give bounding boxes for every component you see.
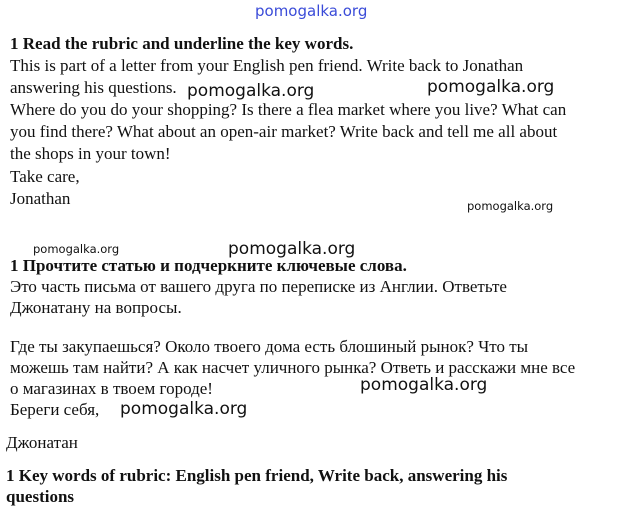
english-line-4: you find there? What about an open-air market? Write back and tell me all about	[10, 122, 558, 141]
russian-letter-1: Где ты закупаешься? Около твоего дома есть блошиный рынок? Что ты	[10, 337, 529, 356]
answer-line-2: questions	[6, 487, 75, 506]
english-line-1: This is part of a letter from your English pen friend. Write back to Jonathan	[10, 56, 524, 75]
russian-letter-4: Береги себя,	[10, 400, 100, 419]
watermark-4: pomogalka.org	[33, 242, 120, 256]
watermark-3: pomogalka.org	[467, 199, 554, 213]
watermark-7: pomogalka.org	[120, 399, 248, 419]
russian-intro-2: Джонатану на вопросы.	[10, 298, 182, 317]
watermark-6: pomogalka.org	[360, 375, 488, 395]
english-line-3: Where do you do your shopping? Is there a flea market where you live? What can	[10, 100, 567, 119]
watermark-5: pomogalka.org	[228, 239, 356, 259]
english-heading: 1 Read the rubric and underline the key words.	[10, 34, 354, 53]
russian-intro-1: Это часть письма от вашего друга по переписке из Англии. Ответьте	[10, 277, 507, 296]
english-line-2: answering his questions.	[10, 78, 177, 97]
watermark-top: pomogalka.org	[255, 2, 368, 20]
english-line-6: Take care,	[10, 167, 80, 186]
watermark-2: pomogalka.org	[427, 77, 555, 97]
answer-line-1: 1 Key words of rubric: English pen friend, Write back, answering his	[6, 466, 508, 485]
english-line-5: the shops in your town!	[10, 144, 171, 163]
russian-letter-3: о магазинах в твоем городе!	[10, 379, 213, 398]
russian-letter-2: можешь там найти? А как насчет уличного рынка? Ответь и расскажи мне все	[10, 358, 576, 377]
english-line-7: Jonathan	[10, 189, 71, 208]
russian-heading: 1 Прочтите статью и подчеркните ключевые слова.	[10, 256, 407, 275]
russian-signature: Джонатан	[6, 433, 78, 452]
watermark-1: pomogalka.org	[187, 81, 315, 101]
